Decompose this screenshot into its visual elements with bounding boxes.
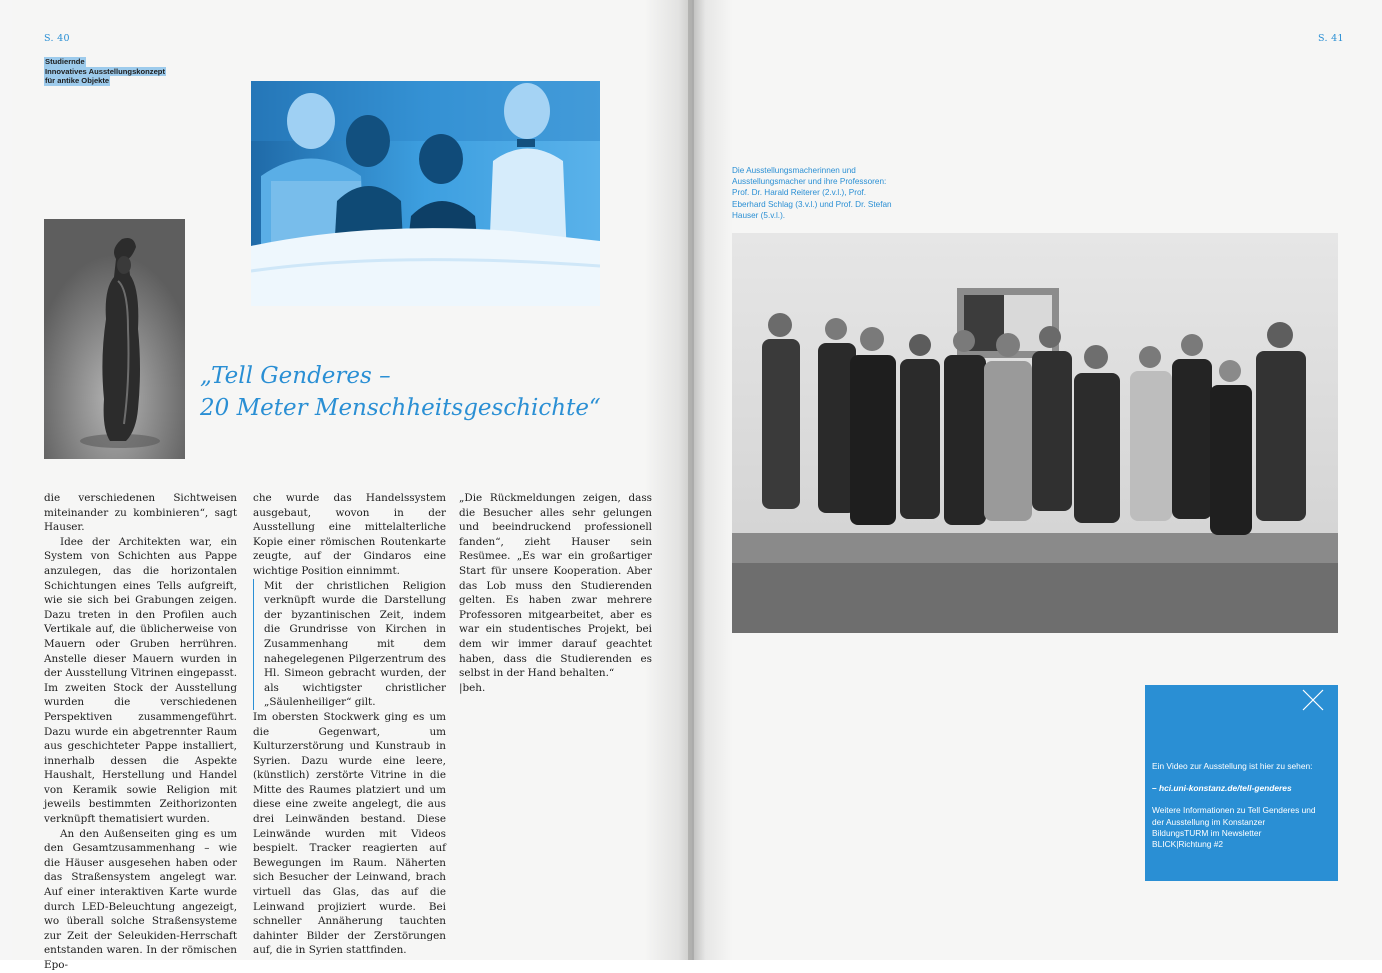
headline-line-2: 20 Meter Menschheitsgeschichte“ — [200, 395, 601, 421]
terracotta-figurine-photo — [44, 219, 185, 459]
rubric-line-3: für antike Objekte — [45, 76, 110, 85]
students-exhibit-photo — [251, 81, 600, 306]
page-gutter — [688, 0, 694, 960]
figurine-illustration — [44, 219, 185, 459]
col2-paragraph-rest: Im obersten Stockwerk ging es um die Gegenwart, um Kulturzerstörung und Kunstraub in Syrien. Dazu wurde eine leere, (künstlich) zerstörte Vitrine in die Mitte des Raumes platziert und um diese eine zweite angelegt, die aus drei Leinwänden bestand. Diese Leinwände wurden mit Videos bespielt. Tracker reagierten auf Bewegungen im Raum. Näherten sich Besucher der Leinwand, brach virtuell das Glas, das auf die Leinwand projiziert wurde. Bei schneller Annäherung tauchten dahinter Bilder der Zerstörungen auf, die in Syrien stattfinden. — [253, 710, 446, 957]
close-icon[interactable] — [1302, 689, 1324, 711]
group-photo-illustration — [732, 233, 1338, 633]
group-photo — [732, 233, 1338, 633]
info-box-text — [1152, 761, 1322, 850]
page-number-right: S. 41 — [1318, 33, 1344, 44]
col1-paragraph-1: die verschiedenen Sichtweisen miteinander zu kombinieren“, sagt Hauser. — [44, 492, 237, 534]
section-rubric — [44, 57, 166, 86]
col1-paragraph-2: Idee der Architekten war, ein System von Schichten aus Pappe anzulegen, das die horizontalen Schichtungen eines Tells aufgreift, wie sie sich bei Grabungen zeigen. Dazu treten in den Profilen auch Vertikale auf, die üblicherweise von Mauern oder Gruben herrühren. Anstelle dieser Mauern wurden in der Ausstellung Vitrinen eingepasst. Im zweiten Stock der Ausstellung wurden die verschiedenen Perspektiven zusammengeführt. Dazu wurde ein abgetrennter Raum aus geschichteter Pappe installiert, innerhalb dessen die Aspekte Haushalt, Herstellung und Handel von Keramik sowie Religion mit jeweils bestimmten Zeithorizonten verknüpft thematisiert wurden. — [44, 535, 237, 826]
author-signature: |beh. — [459, 681, 486, 694]
info-box-intro: Ein Video zur Ausstellung ist hier zu sehen: — [1152, 761, 1313, 771]
article-headline — [200, 360, 601, 424]
rubric-line-1: Studiernde — [45, 57, 85, 66]
col2-quote-text: Mit der christlichen Religion verknüpft wurde die Darstellung der byzantinischen Zeit, indem die Grundrisse von Kirchen in Zusammenhang mit dem nahegelegenen Pilgerzentrum des Hl. Simeon gebracht wurden, der als wichtigster christlicher „Säulenheiliger“ gilt. — [264, 579, 446, 709]
body-column-2 — [253, 491, 446, 958]
body-column-1 — [44, 491, 237, 973]
video-info-box — [1145, 685, 1338, 881]
body-column-3 — [459, 491, 652, 695]
info-box-more: Weitere Informationen zu Tell Genderes und der Ausstellung im Konstanzer BildungsTURM im Newsletter BLICK|Richtung #2 — [1152, 805, 1316, 850]
rubric-line-2: Innovatives Ausstellungskonzept — [45, 66, 165, 76]
page-number-left: S. 40 — [44, 33, 70, 44]
video-link[interactable]: – hci.uni-konstanz.de/tell-genderes — [1152, 783, 1292, 794]
col2-highlight-quote — [253, 579, 446, 710]
students-exhibit-illustration — [251, 81, 600, 306]
col1-paragraph-3: An den Außenseiten ging es um den Gesamtzusammenhang – wie die Häuser ausgesehen haben oder das Straßensystem angelegt war. Auf einer interaktiven Karte wurde durch LED-Beleuchtung angezeigt, wo überall solche Straßensysteme zur Zeit der Seleukiden-Herrschaft entstanden waren. In der römischen Epo- — [44, 827, 237, 971]
headline-line-1: „Tell Genderes – — [200, 363, 391, 389]
col2-paragraph-intro: che wurde das Handelssystem ausgebaut, wovon in der Ausstellung eine mittelalterliche Kopie einer römischen Routenkarte zeugte, auf der Gindaros eine wichtige Position einnimmt. — [253, 492, 446, 577]
col3-paragraph: „Die Rückmeldungen zeigen, dass die Besucher alles sehr gelungen und beeindruckend professionell fanden“, zieht Hauser sein Resümee. „Es war ein großartiger Start für unsere Kooperation. Aber das Lob muss den Studierenden gelten. Es haben zwar mehrere Professoren mitgearbeitet, aber es war ein studentisches Projekt, bei dem wir immer darauf geachtet haben, dass die Studierenden es selbst in der Hand behalten.“ — [459, 492, 652, 680]
group-photo-caption: Die Ausstellungsmacherinnen und Ausstellungsmacher und ihre Professoren: Prof. Dr. Harald Reiterer (2.v.l.), Prof. Eberhard Schlag (3.v.l.) und Prof. Dr. Stefan Hauser (5.v.l.). — [732, 166, 892, 220]
